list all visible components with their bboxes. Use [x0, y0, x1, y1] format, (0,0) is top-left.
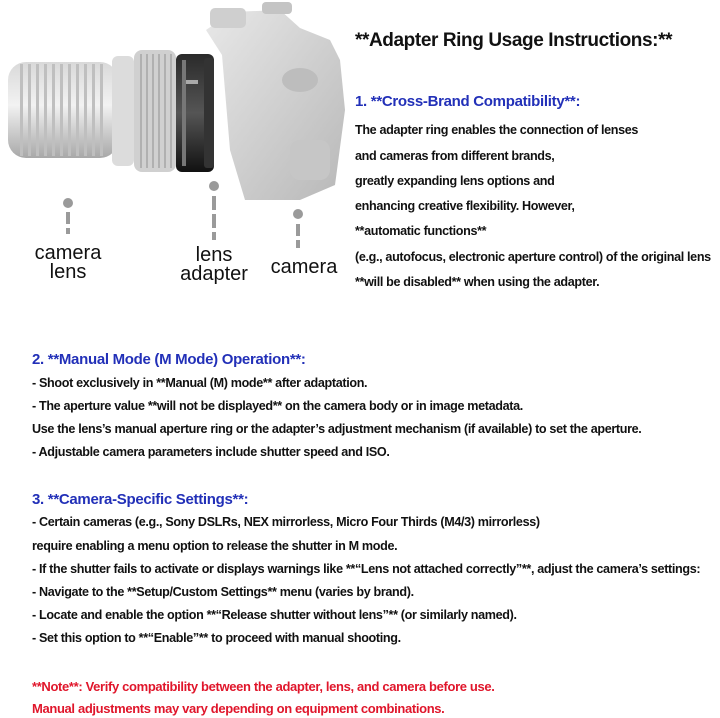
note-line: Manual adjustments may vary depending on equipment combinations.	[32, 701, 445, 716]
section3-heading: 3. **Camera-Specific Settings**:	[32, 491, 249, 508]
camera-body	[206, 2, 345, 200]
label-lens-adapter	[174, 246, 254, 284]
section2-line: - The aperture value **will not be displayed** on the camera body or in image metadata.	[32, 399, 523, 413]
lens-adapter-ring	[176, 54, 214, 172]
section1-line: **automatic functions**	[355, 224, 487, 238]
section3-line: - Locate and enable the option **“Release shutter without lens”** (or similarly named).	[32, 608, 517, 622]
label-camera	[264, 258, 344, 277]
section2-heading: 2. **Manual Mode (M Mode) Operation**:	[32, 351, 306, 368]
section1-line: The adapter ring enables the connection of lenses	[355, 123, 639, 137]
label-camera-lens-line2: lens	[49, 261, 87, 283]
section1-line: **will be disabled** when using the adapter.	[355, 275, 600, 289]
section1-line: (e.g., autofocus, electronic aperture control) of the original lens	[355, 250, 711, 264]
label-camera-line1: camera	[270, 256, 338, 278]
label-lens-adapter-line1: lens	[195, 244, 233, 266]
label-camera-lens-line1: camera	[34, 242, 102, 264]
product-illustration	[0, 0, 350, 300]
section3-line: - Set this option to **“Enable”** to proceed with manual shooting.	[32, 631, 401, 645]
camera-lens	[8, 50, 176, 172]
section1-line: greatly expanding lens options and	[355, 174, 555, 188]
section1-line: enhancing creative flexibility. However,	[355, 199, 575, 213]
section3-line: - If the shutter fails to activate or displays warnings like **“Lens not attached correctly”**, adjust the camera’s settings:	[32, 562, 701, 576]
section2-line: - Adjustable camera parameters include shutter speed and ISO.	[32, 445, 390, 459]
note-line: **Note**: Verify compatibility between the adapter, lens, and camera before use.	[32, 679, 495, 694]
label-lens-adapter-line2: adapter	[180, 263, 248, 285]
section2-line: - Shoot exclusively in **Manual (M) mode** after adaptation.	[32, 376, 368, 390]
section3-line: - Navigate to the **Setup/Custom Settings** menu (varies by brand).	[32, 585, 414, 599]
label-camera-lens	[30, 244, 106, 282]
section3-line: require enabling a menu option to release the shutter in M mode.	[32, 539, 398, 553]
section1-heading: 1. **Cross-Brand Compatibility**:	[355, 93, 581, 110]
section3-line: - Certain cameras (e.g., Sony DSLRs, NEX mirrorless, Micro Four Thirds (M4/3) mirrorless)	[32, 515, 540, 529]
page-title: **Adapter Ring Usage Instructions:**	[355, 30, 673, 51]
section2-line: Use the lens’s manual aperture ring or the adapter’s adjustment mechanism (if available) to set the aperture.	[32, 422, 642, 436]
section1-line: and cameras from different brands,	[355, 149, 555, 163]
